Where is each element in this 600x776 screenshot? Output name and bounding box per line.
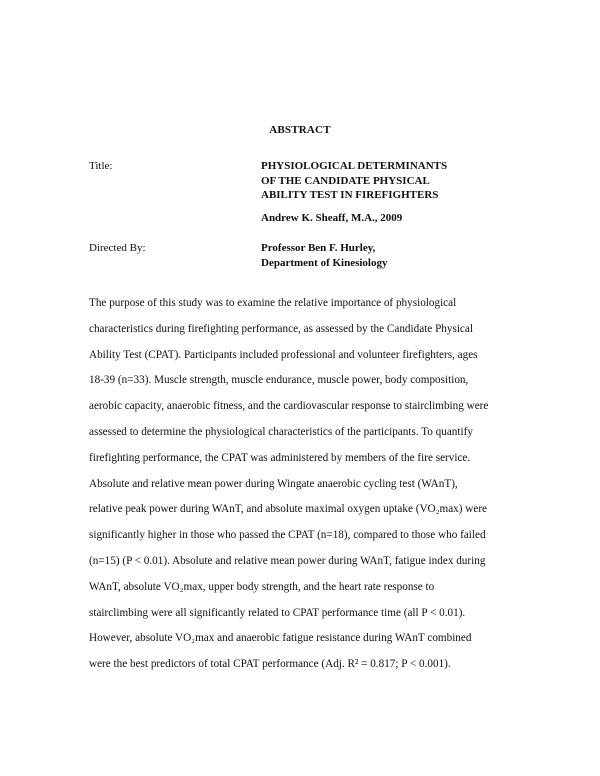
thesis-title-line: PHYSIOLOGICAL DETERMINANTS xyxy=(261,160,448,172)
abstract-line: assessed to determine the physiological characteristics of the participants. To quantify xyxy=(89,425,473,438)
abstract-body xyxy=(89,291,521,678)
director-block xyxy=(261,241,387,270)
abstract-line: stairclimbing were all significantly related to CPAT performance time (all P < 0.01). xyxy=(89,606,466,619)
thesis-title-line: OF THE CANDIDATE PHYSICAL xyxy=(261,174,430,187)
abstract-line: characteristics during firefighting performance, as assessed by the Candidate Physical xyxy=(89,322,473,335)
thesis-title-line: ABILITY TEST IN FIREFIGHTERS xyxy=(261,189,439,201)
abstract-line: 18-39 (n=33). Muscle strength, muscle endurance, muscle power, body composition, xyxy=(89,374,469,387)
abstract-line: Ability Test (CPAT). Participants included professional and volunteer firefighters, ages xyxy=(89,348,478,361)
title-label: Title: xyxy=(89,160,113,172)
director-department: Department of Kinesiology xyxy=(261,256,388,269)
abstract-line: (n=15) (P < 0.01). Absolute and relative mean power during WAnT, fatigue index during xyxy=(89,554,486,567)
author-line: Andrew K. Sheaff, M.A., 2009 xyxy=(261,212,403,224)
abstract-line: relative peak power during WAnT, and absolute maximal oxygen uptake (VO₂max) were xyxy=(89,503,488,516)
abstract-heading: ABSTRACT xyxy=(269,124,331,136)
abstract-line: WAnT, absolute VO₂max, upper body strength, and the heart rate response to xyxy=(89,580,435,593)
abstract-line: However, absolute VO₂max and anaerobic fatigue resistance during WAnT combined xyxy=(89,632,472,645)
thesis-title xyxy=(261,159,447,203)
abstract-line: firefighting performance, the CPAT was administered by members of the fire service. xyxy=(89,451,471,464)
abstract-line: aerobic capacity, anaerobic fitness, and the cardiovascular response to stairclimbing were xyxy=(89,400,489,413)
directed-by-label: Directed By: xyxy=(89,242,146,254)
director-name: Professor Ben F. Hurley, xyxy=(261,242,376,254)
abstract-line: significantly higher in those who passed the CPAT (n=18), compared to those who failed xyxy=(89,529,486,542)
abstract-line: were the best predictors of total CPAT performance (Adj. R² = 0.817; P < 0.001). xyxy=(89,658,451,671)
abstract-line: The purpose of this study was to examine the relative importance of physiological xyxy=(89,297,457,309)
abstract-line: Absolute and relative mean power during Wingate anaerobic cycling test (WAnT), xyxy=(89,477,458,490)
